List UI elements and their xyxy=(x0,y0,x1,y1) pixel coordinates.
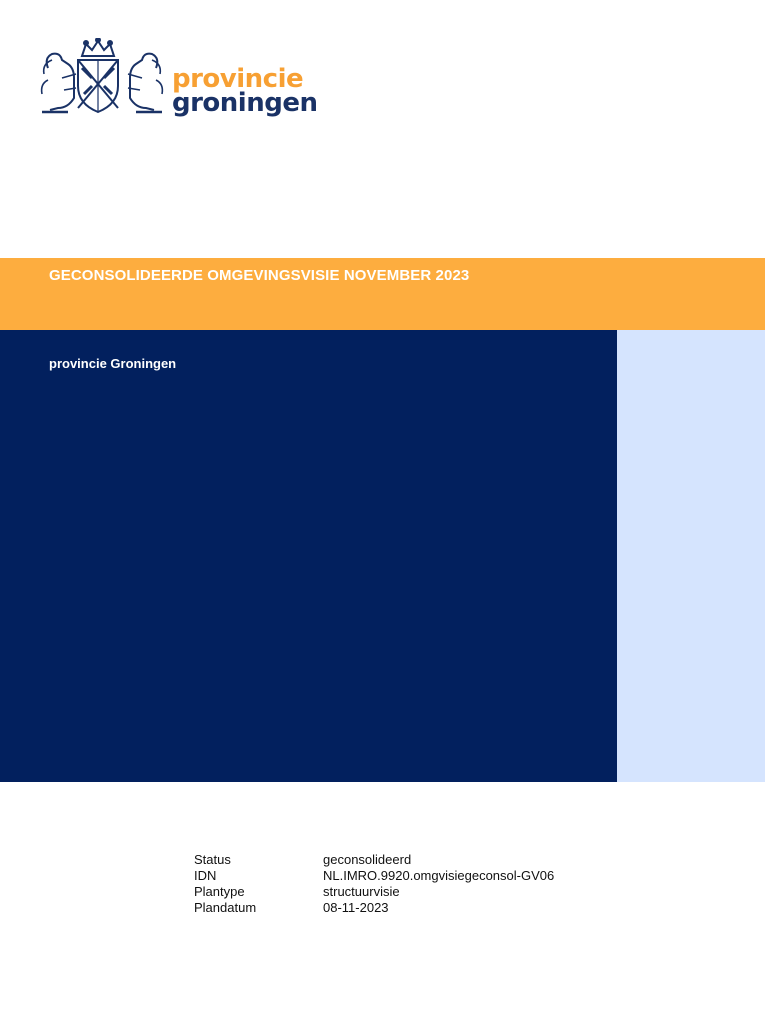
metadata-row-idn xyxy=(194,868,554,884)
metadata-value: NL.IMRO.9920.omgvisiegeconsol-GV06 xyxy=(323,868,555,883)
logo-text-groningen: groningen xyxy=(172,88,318,118)
metadata-table xyxy=(194,852,554,916)
metadata-row-status xyxy=(194,852,554,868)
cover-navy-block xyxy=(0,330,617,782)
provincie-groningen-logo xyxy=(38,38,318,120)
document-subtitle: provincie Groningen xyxy=(49,356,177,371)
metadata-row-plandatum xyxy=(194,900,554,916)
metadata-value: structuurvisie xyxy=(323,884,400,899)
metadata-key: Plantype xyxy=(194,884,245,899)
logo-text-provincie: provincie xyxy=(172,64,304,94)
metadata-value: geconsolideerd xyxy=(323,852,412,867)
metadata-value: 08-11-2023 xyxy=(323,900,389,915)
metadata-key: Status xyxy=(194,852,231,867)
metadata-row-plantype xyxy=(194,884,554,900)
document-title: GECONSOLIDEERDE OMGEVINGSVISIE NOVEMBER 2023 xyxy=(49,267,470,284)
cover-light-block xyxy=(617,330,765,782)
metadata-key: Plandatum xyxy=(194,900,257,915)
coat-of-arms-icon xyxy=(38,38,166,118)
metadata-key: IDN xyxy=(194,868,217,883)
